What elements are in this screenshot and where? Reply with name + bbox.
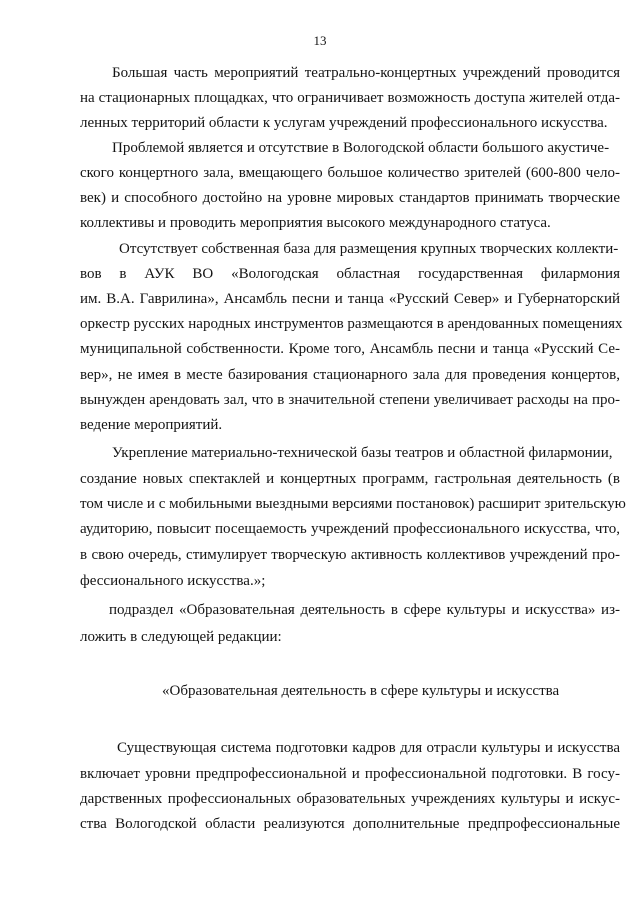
text-line: аудиторию, повысит посещаемость учреждений профессионального искусства, что, <box>80 521 620 537</box>
text-line: Укрепление материально-технической базы театров и областной филармонии, <box>112 445 613 461</box>
text-line: ленных территорий области к услугам учреждений профессионального искусства. <box>80 115 608 131</box>
text-line: вов в АУК ВО «Вологодская областная государственная филармония <box>80 266 620 282</box>
text-line: на стационарных площадках, что ограничивает возможность доступа жителей отда- <box>80 90 620 106</box>
text-line: вер», не имея в месте базирования стационарного зала для проведения концертов, <box>80 367 620 383</box>
text-line: ского концертного зала, вмещающего большое количество зрителей (600-800 чело- <box>80 165 620 181</box>
text-line: ложить в следующей редакции: <box>80 629 282 645</box>
text-line: оркестр русских народных инструментов размещаются в арендованных помещениях <box>80 316 623 332</box>
text-line: фессионального искусства.»; <box>80 573 266 589</box>
text-line: Проблемой является и отсутствие в Вологодской области большого акустиче- <box>112 140 610 156</box>
text-line: коллективы и проводить мероприятия высокого международного статуса. <box>80 215 551 231</box>
text-line: подраздел «Образовательная деятельность в сфере культуры и искусства» из- <box>109 602 620 618</box>
page-number: 13 <box>313 33 327 48</box>
text-line: включает уровни предпрофессиональной и профессиональной подготовки. В госу- <box>80 766 620 782</box>
text-line: Отсутствует собственная база для размещения крупных творческих коллекти- <box>119 241 619 257</box>
text-line: ства Вологодской области реализуются дополнительные предпрофессиональные <box>80 816 620 832</box>
text-line: вынужден арендовать зал, что в значительной степени увеличивает расходы на про- <box>80 392 620 408</box>
text-line: век) и способного достойно на уровне мировых стандартов принимать творческие <box>80 190 620 206</box>
section-heading: «Образовательная деятельность в сфере культуры и искусства <box>162 683 560 699</box>
text-line: том числе и с мобильными выездными версиями постановок) расширит зрительскую <box>80 496 626 512</box>
text-line: создание новых спектаклей и концертных программ, гастрольная деятельность (в <box>80 471 620 487</box>
text-line: муниципальной собственности. Кроме того, Ансамбль песни и танца «Русский Се- <box>80 341 620 357</box>
text-line: Существующая система подготовки кадров для отрасли культуры и искусства <box>117 740 620 756</box>
text-line: им. В.А. Гаврилина», Ансамбль песни и танца «Русский Север» и Губернаторский <box>80 291 620 307</box>
text-line: в свою очередь, стимулирует творческую активность коллективов учреждений про- <box>80 547 620 563</box>
text-line: дарственных профессиональных образовательных учреждениях культуры и искус- <box>80 791 620 807</box>
text-line: Большая часть мероприятий театрально-концертных учреждений проводится <box>112 65 620 81</box>
text-line: ведение мероприятий. <box>80 417 223 433</box>
